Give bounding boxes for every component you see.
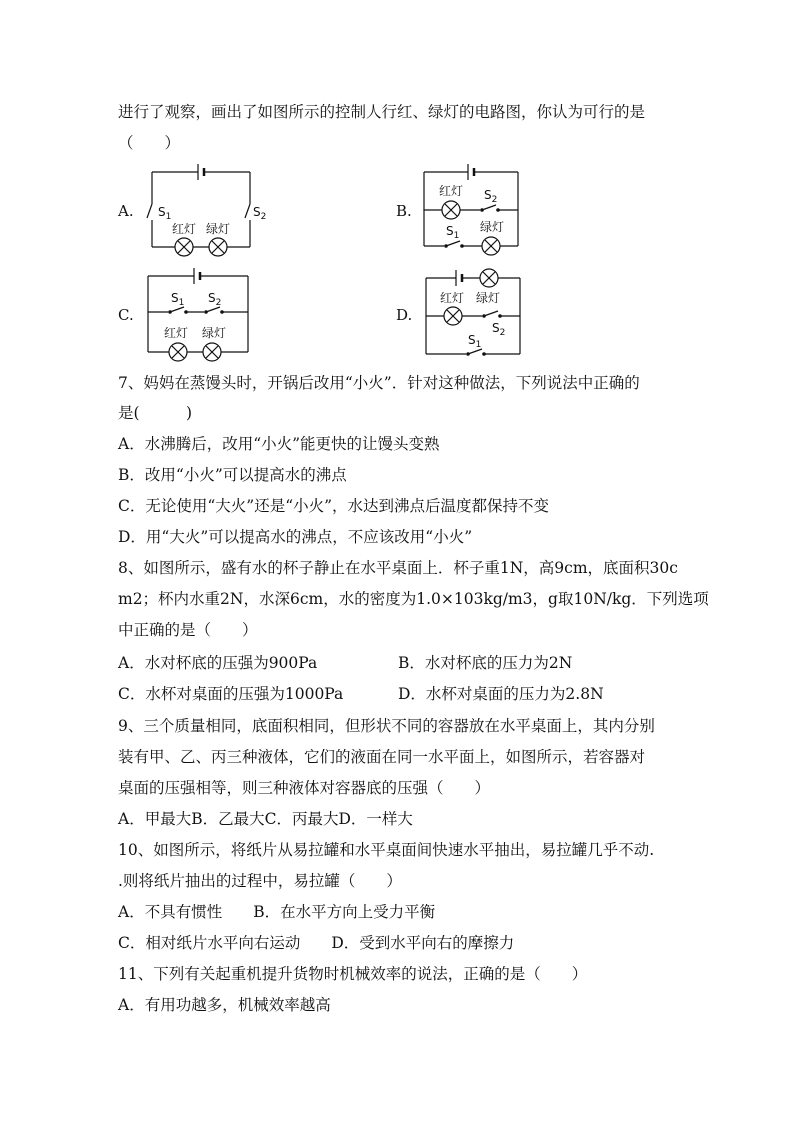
q8-option-b: B．水对杯底的压力为2N xyxy=(398,654,573,672)
q6-d-s1-label: $S_1$ xyxy=(468,333,482,350)
q6-b-s2-label: $S_2$ xyxy=(484,188,498,205)
q8-option-c: C．水杯对桌面的压强为1000Pa xyxy=(118,685,344,703)
q6-circuit-d xyxy=(420,264,530,360)
q6-option-d-letter: D. xyxy=(396,306,413,324)
q6-circuit-a xyxy=(140,160,270,265)
q8-stem-line2: m2；杯内水重2N，水深6cm，水的密度为1.0×103kg/m3，g取10N/kg．下列选项 xyxy=(118,590,709,608)
q9-stem-line2: 装有甲、乙、丙三种液体，它们的液面在同一水平面上，如图所示，若容器对 xyxy=(118,748,646,766)
q10-stem-line2: .则将纸片抽出的过程中，易拉罐（ ） xyxy=(118,872,402,890)
q6-b-green-label: 绿灯 xyxy=(480,220,505,234)
q6-b-red-label: 红灯 xyxy=(439,184,464,198)
q6-circuit-b xyxy=(418,158,528,258)
q6-a-red-label: 红灯 xyxy=(172,222,197,236)
q11-stem-line1: 11、下列有关起重机提升货物时机械效率的说法，正确的是（ ） xyxy=(118,965,588,983)
q7-option-d: D．用“大火”可以提高水的沸点，不应该改用“小火” xyxy=(118,528,473,546)
q9-stem-line3: 桌面的压强相等，则三种液体对容器底的压强（ ） xyxy=(118,779,491,797)
q11-option-a: A．有用功越多，机械效率越高 xyxy=(118,996,331,1014)
q6-d-s2-label: $S_2$ xyxy=(492,321,506,338)
q6-b-s1-label: $S_1$ xyxy=(446,224,460,241)
q6-option-a-letter: A. xyxy=(118,202,134,220)
q6-option-b-letter: B. xyxy=(396,202,412,220)
q10-stem-line1: 10、如图所示，将纸片从易拉罐和水平桌面间快速水平抽出，易拉罐几乎不动. xyxy=(118,841,655,859)
q7-stem-line2: 是( ) xyxy=(118,404,193,422)
q6-d-green-label: 绿灯 xyxy=(476,291,501,305)
q6-circuit-c xyxy=(140,266,260,366)
q7-option-b: B．改用“小火”可以提高水的沸点 xyxy=(118,466,347,484)
q6-a-s1-label: $S_1$ xyxy=(158,205,172,222)
q6-stem-line1: 进行了观察，画出了如图所示的控制人行红、绿灯的电路图，你认为可行的是 xyxy=(118,103,646,121)
q6-a-s2-label: $S_2$ xyxy=(253,205,267,222)
q7-option-a: A．水沸腾后，改用“小火”能更快的让馒头变熟 xyxy=(118,435,440,453)
q9-options: A．甲最大B．乙最大C．丙最大D．一样大 xyxy=(118,810,413,828)
q7-option-c: C．无论使用“大火”还是“小火”，水达到沸点后温度都保持不变 xyxy=(118,497,550,515)
q6-c-s2-label: $S_2$ xyxy=(208,291,222,308)
q10-options-line2: C．相对纸片水平向右运动 D．受到水平向右的摩擦力 xyxy=(118,934,515,952)
q8-stem-line1: 8、如图所示，盛有水的杯子静止在水平桌面上．杯子重1N，高9cm，底面积30c xyxy=(118,559,678,577)
q7-stem-line1: 7、妈妈在蒸馒头时，开锅后改用“小火”．针对这种做法，下列说法中正确的 xyxy=(118,374,640,392)
q6-option-c-letter: C. xyxy=(118,306,134,324)
q6-d-red-label: 红灯 xyxy=(440,291,465,305)
q9-stem-line1: 9、三个质量相同，底面积相同，但形状不同的容器放在水平桌面上，其内分别 xyxy=(118,717,655,735)
q6-stem-line2: （ ） xyxy=(118,134,181,152)
q6-a-green-label: 绿灯 xyxy=(206,222,231,236)
q8-option-a: A．水对杯底的压强为900Pa xyxy=(118,654,318,672)
q8-stem-line3: 中正确的是（ ） xyxy=(118,621,258,639)
q10-options-line1: A．不具有惯性 B．在水平方向上受力平衡 xyxy=(118,903,436,921)
q8-option-d: D．水杯对桌面的压力为2.8N xyxy=(398,685,604,703)
q6-c-red-label: 红灯 xyxy=(164,326,189,340)
q6-c-s1-label: $S_1$ xyxy=(171,291,185,308)
q6-c-green-label: 绿灯 xyxy=(202,326,227,340)
